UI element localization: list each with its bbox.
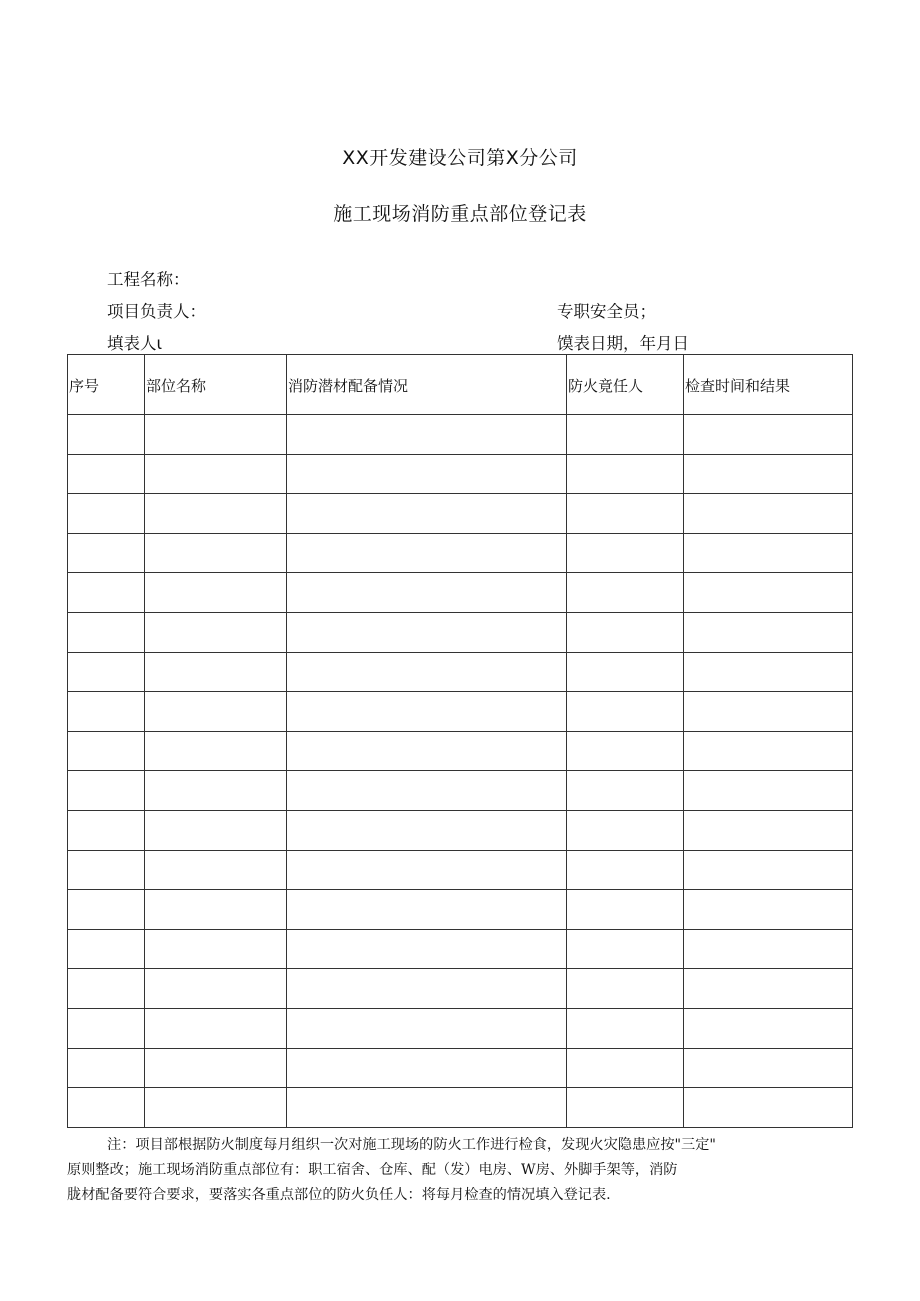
table-cell[interactable] xyxy=(68,1048,145,1088)
table-row xyxy=(68,415,853,455)
table-row xyxy=(68,1088,853,1128)
table-cell[interactable] xyxy=(684,929,853,969)
table-cell[interactable] xyxy=(684,494,853,534)
table-cell[interactable] xyxy=(684,1008,853,1048)
table-cell[interactable] xyxy=(145,1008,287,1048)
table-row xyxy=(68,692,853,732)
table-cell[interactable] xyxy=(287,454,567,494)
table-cell[interactable] xyxy=(68,929,145,969)
col-header-location: 部位名称 xyxy=(145,355,287,415)
table-cell[interactable] xyxy=(68,1008,145,1048)
col-header-responsible: 防火竟任人 xyxy=(567,355,684,415)
table-cell[interactable] xyxy=(684,1048,853,1088)
table-row xyxy=(68,810,853,850)
table-cell[interactable] xyxy=(287,494,567,534)
table-cell[interactable] xyxy=(145,810,287,850)
table-row xyxy=(68,850,853,890)
table-row xyxy=(68,1048,853,1088)
table-cell[interactable] xyxy=(145,692,287,732)
table-cell[interactable] xyxy=(145,454,287,494)
table-cell[interactable] xyxy=(287,850,567,890)
table-cell[interactable] xyxy=(287,731,567,771)
safety-officer-label: 专职安全员； xyxy=(557,302,656,321)
table-cell[interactable] xyxy=(684,612,853,652)
table-cell[interactable] xyxy=(68,494,145,534)
table-cell[interactable] xyxy=(68,692,145,732)
footnote-line-1: 注：项目部根据防火制度每月组织一次对施工现场的防火工作进行检食，发现火灾隐患应按"三定" xyxy=(107,1137,716,1153)
table-cell[interactable] xyxy=(68,850,145,890)
table-cell[interactable] xyxy=(684,890,853,930)
table-cell[interactable] xyxy=(567,533,684,573)
footnote-line-2: 原则整改；施工现场消防重点部位有：职工宿舍、仓库、配（发）电房、W房、外脚手架等，消防 xyxy=(67,1162,678,1178)
table-cell[interactable] xyxy=(145,533,287,573)
table-cell[interactable] xyxy=(287,771,567,811)
table-cell[interactable] xyxy=(567,1088,684,1128)
table-row xyxy=(68,1008,853,1048)
table-cell[interactable] xyxy=(287,1088,567,1128)
table-cell[interactable] xyxy=(145,1088,287,1128)
table-row xyxy=(68,731,853,771)
table-cell[interactable] xyxy=(68,810,145,850)
table-row xyxy=(68,533,853,573)
table-cell[interactable] xyxy=(145,731,287,771)
filler-label: 填表人ι xyxy=(107,334,163,353)
table-cell[interactable] xyxy=(567,1008,684,1048)
table-cell[interactable] xyxy=(145,1048,287,1088)
table-cell[interactable] xyxy=(567,969,684,1009)
table-row xyxy=(68,454,853,494)
table-cell[interactable] xyxy=(145,929,287,969)
table-cell[interactable] xyxy=(287,969,567,1009)
table-cell[interactable] xyxy=(145,890,287,930)
form-title: 施工现场消防重点部位登记表 xyxy=(333,203,587,225)
table-cell[interactable] xyxy=(287,1048,567,1088)
table-cell[interactable] xyxy=(567,929,684,969)
table-cell[interactable] xyxy=(684,652,853,692)
table-cell[interactable] xyxy=(287,929,567,969)
table-cell[interactable] xyxy=(145,494,287,534)
table-cell[interactable] xyxy=(68,612,145,652)
table-cell[interactable] xyxy=(567,573,684,613)
footnote xyxy=(67,1133,849,1208)
table-cell[interactable] xyxy=(68,454,145,494)
table-cell[interactable] xyxy=(567,1048,684,1088)
table-cell[interactable] xyxy=(287,810,567,850)
table-cell[interactable] xyxy=(567,415,684,455)
table-cell[interactable] xyxy=(68,969,145,1009)
table-cell[interactable] xyxy=(684,771,853,811)
table-cell[interactable] xyxy=(684,533,853,573)
table-cell[interactable] xyxy=(684,810,853,850)
table-cell[interactable] xyxy=(287,612,567,652)
table-cell[interactable] xyxy=(567,612,684,652)
table-row xyxy=(68,494,853,534)
table-cell[interactable] xyxy=(287,890,567,930)
table-cell[interactable] xyxy=(145,652,287,692)
table-cell[interactable] xyxy=(68,415,145,455)
table-cell[interactable] xyxy=(287,652,567,692)
table-cell[interactable] xyxy=(684,850,853,890)
table-cell[interactable] xyxy=(287,1008,567,1048)
company-name: XX开发建设公司第X分公司 xyxy=(342,147,578,169)
table-cell[interactable] xyxy=(287,573,567,613)
table-cell[interactable] xyxy=(567,731,684,771)
footnote-line-3: 胧材配备要符合要求，要落实各重点部位的防火负任人：将每月检查的情况填入登记表. xyxy=(67,1187,611,1203)
table-row xyxy=(68,652,853,692)
table-cell[interactable] xyxy=(145,771,287,811)
table-cell[interactable] xyxy=(68,652,145,692)
col-header-index: 序号 xyxy=(68,355,145,415)
col-header-inspection: 检查时间和结果 xyxy=(684,355,853,415)
table-cell[interactable] xyxy=(145,573,287,613)
table-cell[interactable] xyxy=(684,415,853,455)
table-cell[interactable] xyxy=(684,1088,853,1128)
table-cell[interactable] xyxy=(68,731,145,771)
fill-date-label: 馍表日期，年月日 xyxy=(557,334,689,353)
project-name-label: 工程名称： xyxy=(107,270,190,289)
table-cell[interactable] xyxy=(567,771,684,811)
col-header-equipment: 消防潜材配备情况 xyxy=(287,355,567,415)
table-cell[interactable] xyxy=(68,1088,145,1128)
table-cell[interactable] xyxy=(684,692,853,732)
table-cell[interactable] xyxy=(684,454,853,494)
table-cell[interactable] xyxy=(567,810,684,850)
table-header-row xyxy=(68,355,853,415)
table-row xyxy=(68,890,853,930)
table-row xyxy=(68,573,853,613)
table-cell[interactable] xyxy=(567,454,684,494)
table-cell[interactable] xyxy=(567,890,684,930)
table-row xyxy=(68,969,853,1009)
table-row xyxy=(68,929,853,969)
table-row xyxy=(68,771,853,811)
table-cell[interactable] xyxy=(567,652,684,692)
table-cell[interactable] xyxy=(684,969,853,1009)
table-cell[interactable] xyxy=(68,573,145,613)
table-cell[interactable] xyxy=(567,850,684,890)
table-cell[interactable] xyxy=(145,612,287,652)
table-cell[interactable] xyxy=(287,533,567,573)
table-cell[interactable] xyxy=(567,494,684,534)
table-cell[interactable] xyxy=(145,850,287,890)
table-cell[interactable] xyxy=(287,415,567,455)
table-cell[interactable] xyxy=(68,533,145,573)
table-cell[interactable] xyxy=(684,731,853,771)
table-cell[interactable] xyxy=(145,415,287,455)
table-row xyxy=(68,612,853,652)
registration-table xyxy=(67,354,853,1128)
table-cell[interactable] xyxy=(287,692,567,732)
table-cell[interactable] xyxy=(68,771,145,811)
table-cell[interactable] xyxy=(68,890,145,930)
table-cell[interactable] xyxy=(684,573,853,613)
table-cell[interactable] xyxy=(567,692,684,732)
project-manager-label: 项目负责人： xyxy=(107,302,206,321)
table-cell[interactable] xyxy=(145,969,287,1009)
